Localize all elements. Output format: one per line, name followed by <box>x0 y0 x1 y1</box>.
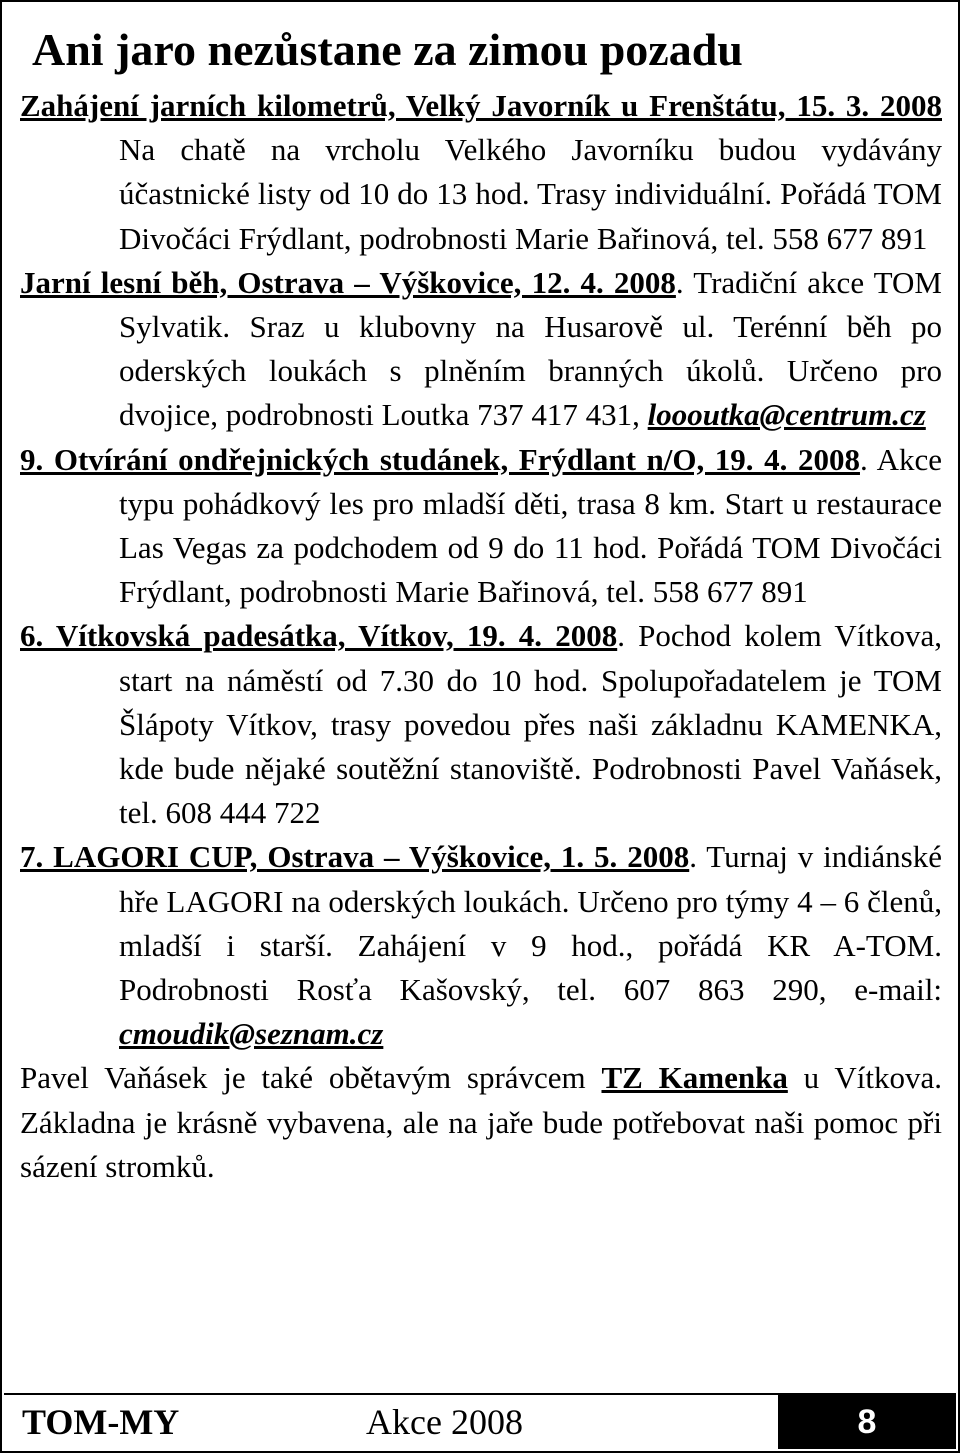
page-number: 8 <box>778 1395 956 1449</box>
section-name: Akce 2008 <box>366 1402 523 1442</box>
event-heading: Jarní lesní běh, Ostrava – Výškovice, 12. 4. 2008 <box>20 264 676 300</box>
page-footer <box>4 1393 956 1449</box>
page-title: Ani jaro nezůstane za zimou pozadu <box>32 24 743 75</box>
event-heading: Zahájení jarních kilometrů, Velký Javorník u Frenštátu, 15. 3. 2008 <box>20 88 942 123</box>
email-link[interactable]: cmoudik@seznam.cz <box>119 1016 384 1052</box>
event-heading: 7. LAGORI CUP, Ostrava – Výškovice, 1. 5. 2008 <box>20 839 690 875</box>
magazine-name: TOM-MY <box>22 1402 180 1442</box>
event-text: . Tradiční akce TOM Sylvatik. Sraz u klubovny na Husarově ul. Terénní běh po oderských loukách s plněním branných úkolů. Určeno pro dvojice, podrobnosti Loutka 737 417 431, <box>119 264 942 433</box>
event-entry <box>20 835 942 1056</box>
article-body <box>20 84 942 1189</box>
event-text: . Turnaj v indiánské hře LAGORI na oderských loukách. Určeno pro týmy 4 – 6 členů, mladší i starší. Zahájení v 9 hod., pořádá KR A-TOM. Podrobnosti Rosťa Kašovský, tel. 607 863 290, e-mail: <box>119 839 942 1008</box>
event-entry <box>20 261 942 438</box>
event-entry <box>20 438 942 615</box>
event-heading: 6. Vítkovská padesátka, Vítkov, 19. 4. 2008 <box>20 618 618 654</box>
closing-text-after: u Vítkova. Základna je krásně vybavena, ale na jaře bude potřebovat naši pomoc při sázení stromků. <box>20 1060 943 1184</box>
email-link[interactable]: loooutka@centrum.cz <box>647 397 926 433</box>
event-text: . Akce typu pohádkový les pro mladší děti, trasa 8 km. Start u restaurace Las Vegas za podchodem od 9 do 11 hod. Pořádá TOM Divočáci Frýdlant, podrobnosti Marie Bařinová, tel. 558 677 891 <box>119 441 942 610</box>
event-heading: 9. Otvírání ondřejnických studánek, Frýdlant n/O, 19. 4. 2008 <box>20 441 860 477</box>
event-entry <box>20 614 942 835</box>
event-entry <box>20 84 942 261</box>
event-text: . Pochod kolem Vítkova, start na náměstí od 7.30 do 10 hod. Spolupořadatelem je TOM Šlápoty Vítkov, trasy povedou přes naši základnu KAMENKA, kde bude nějaké soutěžní stanoviště. Podrobnosti Pavel Vaňásek, tel. 608 444 722 <box>119 618 942 831</box>
event-text: Na chatě na vrcholu Velkého Javorníku budou vydávány účastnické listy od 10 do 13 hod. Trasy individuální. Pořádá TOM Divočáci Frýdlant, podrobnosti Marie Bařinová, tel. 558 677 891 <box>119 132 942 256</box>
closing-text-before: Pavel Vaňásek je také obětavým správcem <box>20 1060 602 1096</box>
closing-paragraph <box>20 1056 942 1189</box>
tz-kamenka-link[interactable]: TZ Kamenka <box>601 1060 788 1096</box>
